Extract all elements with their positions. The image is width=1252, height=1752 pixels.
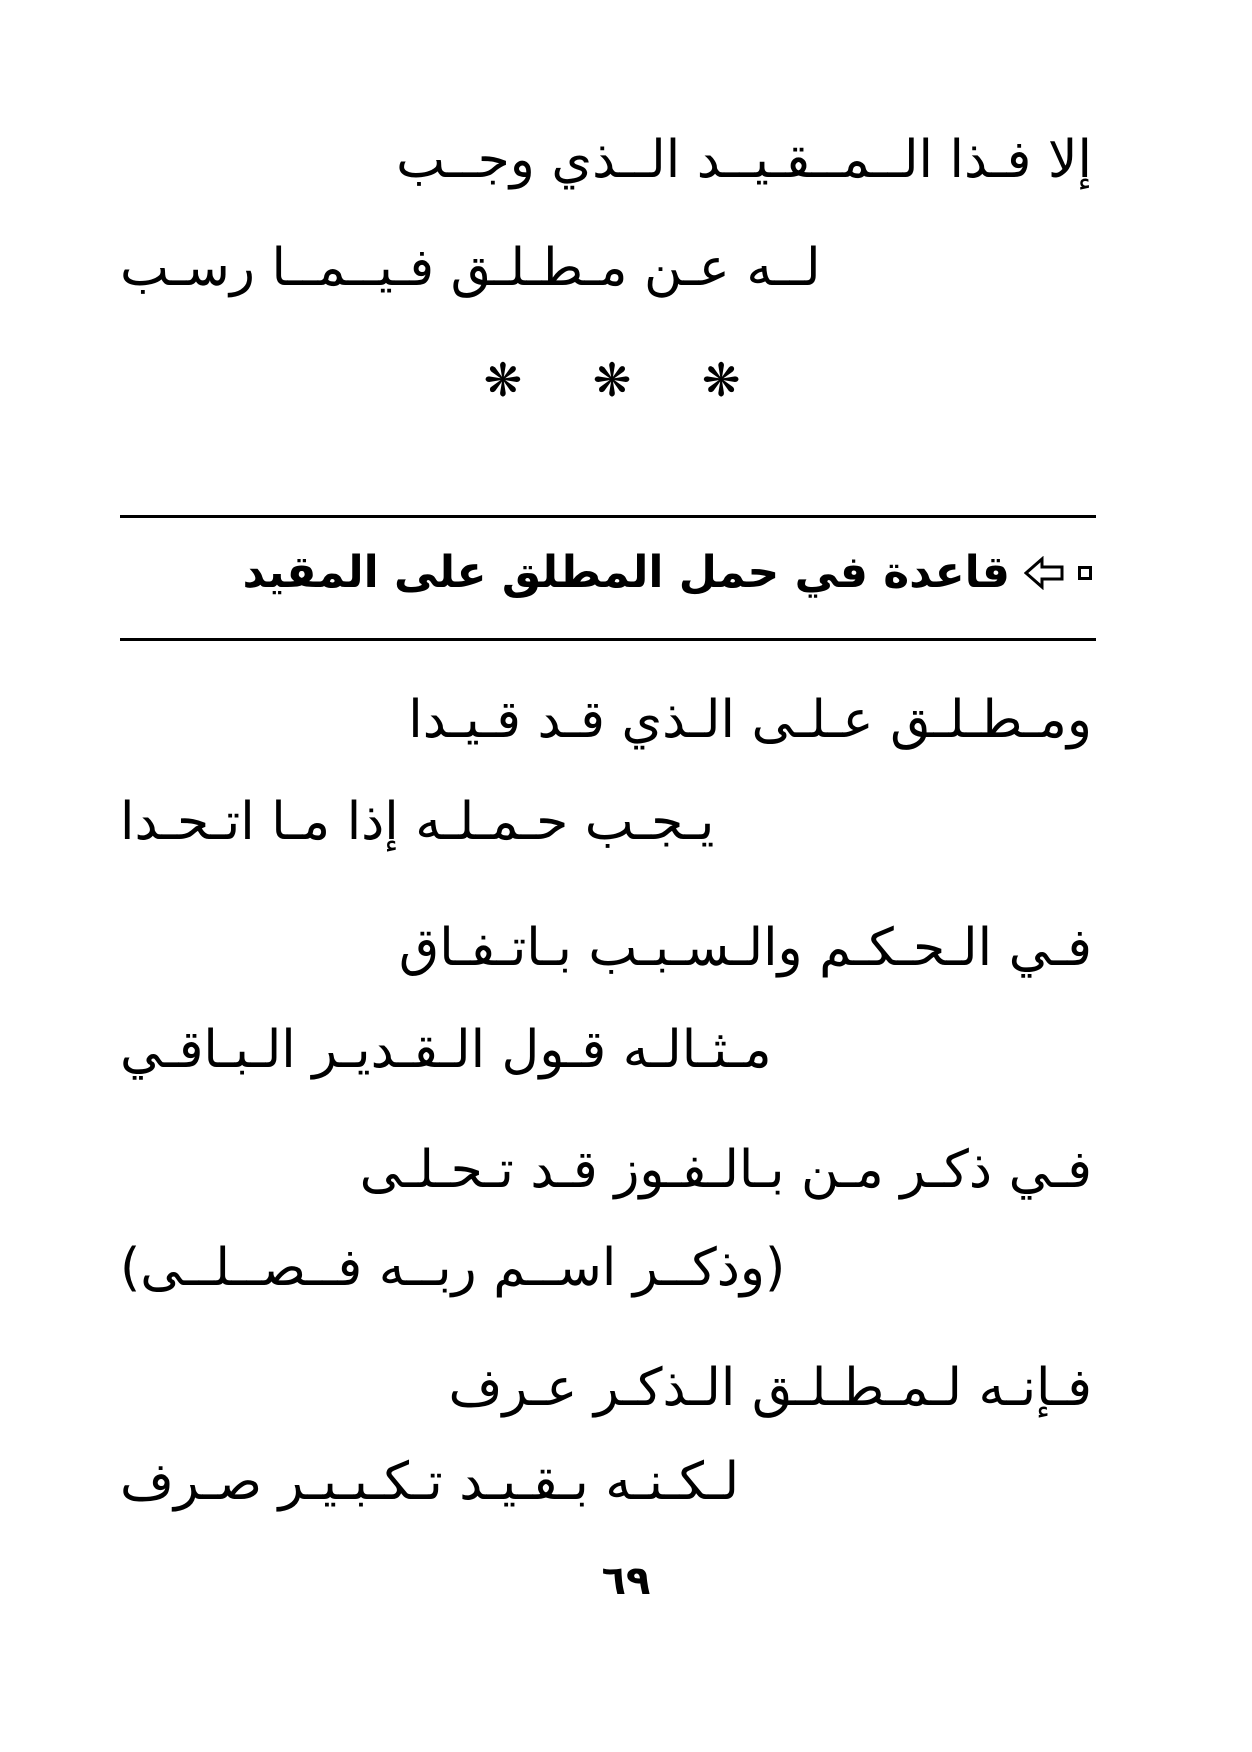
- page-number: ٦٩: [601, 1558, 651, 1604]
- verse-5-hemistich-2: لـكـنـه بـقـيـد تـكـبـيـر صـرف: [120, 1452, 740, 1512]
- verse-4-hemistich-1: فـي ذكـر مـن بـالـفـوز قـد تـحـلـى: [359, 1140, 1092, 1200]
- verse-1-hemistich-2: لــه عـن مـطـلـق فـيــمــا رسـب: [120, 238, 821, 298]
- verse-4-hemistich-2: (وذكــر اســم ربــه فــصــلــى): [120, 1238, 786, 1298]
- heading-rule-bottom: [120, 638, 1096, 641]
- verse-2-hemistich-2: يـجـب حـمـلـه إذا مـا اتـحـدا: [120, 792, 715, 852]
- verse-3-hemistich-2: مـثـالـه قـول الـقـديـر الـبـاقـي: [120, 1020, 772, 1080]
- verse-3-hemistich-1: فـي الـحـكـم والـسـبـب بـاتـفـاق: [398, 918, 1092, 978]
- separator-stars: ❋ ❋ ❋: [483, 353, 769, 407]
- heading-text: قاعدة في حمل المطلق على المقيد: [242, 547, 1010, 598]
- section-heading: [243, 543, 1092, 603]
- verse-2-hemistich-1: ومـطـلـق عـلـى الـذي قـد قـيـدا: [408, 690, 1092, 750]
- heading-marker: [1078, 566, 1092, 580]
- arrow-icon: [1024, 556, 1064, 590]
- heading-rule-top: [120, 515, 1096, 518]
- verse-1-hemistich-1: إلا فـذا الــمــقـيــد الــذي وجــب: [396, 130, 1092, 190]
- verse-5-hemistich-1: فـإنـه لـمـطـلـق الـذكـر عـرف: [448, 1358, 1092, 1418]
